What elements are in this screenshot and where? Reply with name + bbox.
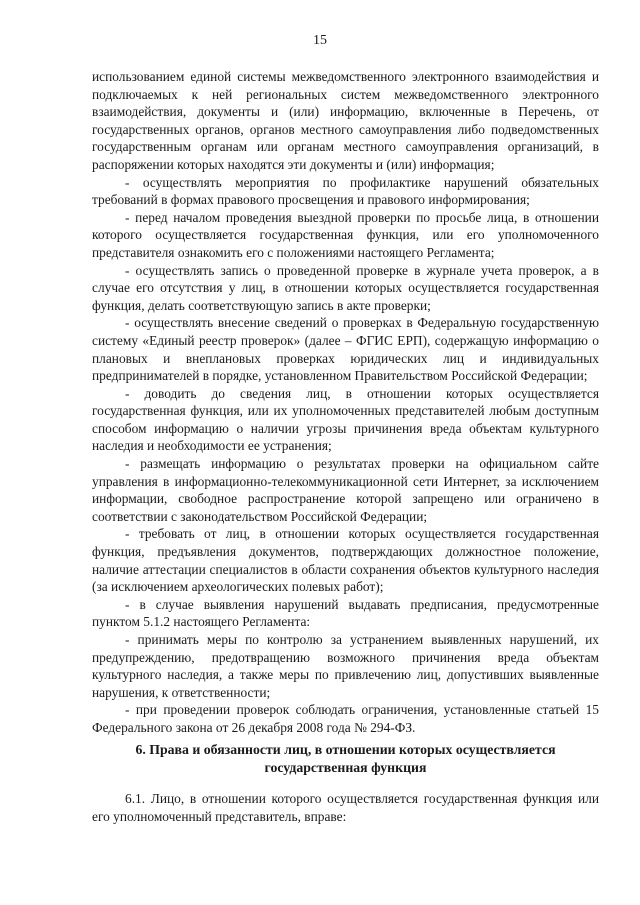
paragraph-continuation: использованием единой системы межведомственного электронного взаимодействия и подключаемых к ней региональных систем межведомственного электронного взаимодействия, документы и (или) информацию, включенные в Перечень, от государственных органов, органов местного самоуправления либо подведомственных государственным органам или органам местного самоуправления организаций, в распоряжении которых находятся эти документы и (или) информация; xyxy=(92,69,599,172)
body-text xyxy=(92,68,599,737)
list-item-registry: - осуществлять внесение сведений о проверках в Федеральную государственную систему «Единый реестр проверок» (далее – ФГИС ЕРП), содержащую информацию о плановых и внеплановых проверках юридических лиц и индивидуальных предпринимателей в порядке, установленном Правительством Российской Федерации; xyxy=(92,315,599,384)
section-paragraph: 6.1. Лицо, в отношении которого осуществляется государственная функция или его уполномоченный представитель, вправе: xyxy=(92,791,599,824)
list-item-inform-threat: - доводить до сведения лиц, в отношении которых осуществляется государственная функция, или их уполномоченных представителей любым доступным способом информацию о наличии угрозы причинения вреда объектам культурного наследия и необходимости ее устранения; xyxy=(92,385,599,454)
list-item-control: - принимать меры по контролю за устранением выявленных нарушений, их предупреждению, предотвращению возможного причинения вреда объектам культурного наследия, а также меры по привлечению лиц, допустивших выявленные нарушения, к ответственности; xyxy=(92,632,599,700)
list-item-orders: - в случае выявления нарушений выдавать предписания, предусмотренные пунктом 5.1.2 настоящего Регламента: xyxy=(92,596,599,630)
page-number: 15 xyxy=(313,33,327,48)
list-item-prevention: - осуществлять мероприятия по профилактике нарушений обязательных требований в формах правового просвещения и правового информирования; xyxy=(92,174,599,208)
section-heading-line-2: государственная функция xyxy=(264,760,427,775)
list-item-documents: - требовать от лиц, в отношении которых осуществляется государственная функция, предъявления документов, подтверждающих должностное положение, наличие аттестации специалистов в области сохранения объектов культурного наследия (за исключением археологических полевых работ); xyxy=(92,526,599,595)
section-heading-line-1: 6. Права и обязанности лиц, в отношении которых осуществляется xyxy=(135,742,556,757)
list-item-restrictions: - при проведении проверок соблюдать ограничения, установленные статьей 15 Федерального закона от 26 декабря 2008 года № 294-ФЗ. xyxy=(92,702,599,735)
list-item-publish: - размещать информацию о результатах проверки на официальном сайте управления в информационно-телекоммуникационной сети Интернет, за исключением информации, свободное распространение которой запрещено или ограничено в соответствии с законодательством Российской Федерации; xyxy=(92,456,599,524)
list-item-journal: - осуществлять запись о проведенной проверке в журнале учета проверок, а в случае его отсутствия у лиц, в отношении которых осуществляется государственная функция, делать соответствующую запись в акте проверки; xyxy=(92,262,599,313)
list-item-familiarize: - перед началом проведения выездной проверки по просьбе лица, в отношении которого осуществляется государственная функция, или его уполномоченного представителя ознакомить его с положениями настоящего Регламента; xyxy=(92,209,599,260)
section-heading xyxy=(92,741,599,777)
section-body xyxy=(92,790,599,825)
